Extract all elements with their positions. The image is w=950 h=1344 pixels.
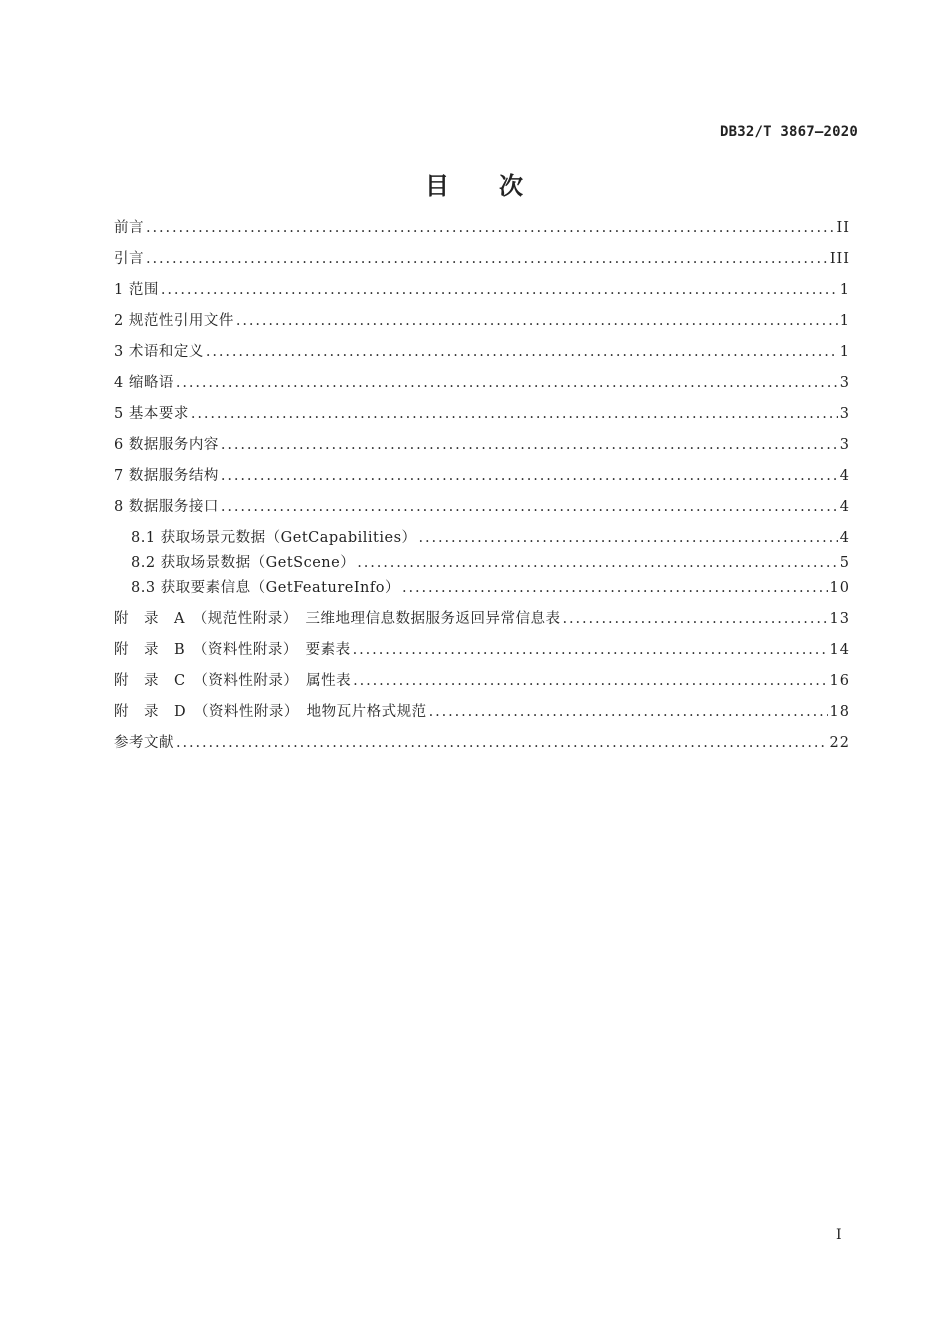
toc-entry-page: 1 [839,313,850,329]
toc-entry-label: 8.2 获取场景数据（GetScene） [131,555,356,571]
toc-entry-page: 4 [839,468,850,484]
toc-entry-label: 附 录 C （资料性附录） 属性表 [114,673,352,689]
toc-entry-page: 16 [829,673,850,689]
toc-entry[interactable] [114,218,850,238]
toc-entry-page: 4 [839,530,850,546]
toc-entry-label: 5 基本要求 [114,406,189,422]
page-number: I [836,1227,842,1243]
toc-entry-page: 22 [829,735,850,751]
toc-leader-dots [353,640,828,660]
toc-leader-dots [429,702,828,722]
toc-entry-page: III [829,251,850,267]
table-of-contents [114,0,850,800]
toc-entry[interactable] [114,342,850,362]
toc-leader-dots [562,609,827,629]
toc-entry-page: 3 [839,375,850,391]
toc-leader-dots [236,311,838,331]
toc-entry-page: 13 [829,611,850,627]
toc-leader-dots [221,435,838,455]
toc-entry[interactable] [114,609,850,629]
toc-entry-label: 7 数据服务结构 [114,468,219,484]
toc-entry-label: 2 规范性引用文件 [114,313,234,329]
toc-entry-page: II [836,220,850,236]
toc-entry-label: 8.3 获取要素信息（GetFeatureInfo） [131,580,400,596]
toc-entry-page: 10 [829,580,850,596]
toc-entry-page: 3 [839,437,850,453]
toc-leader-dots [221,466,838,486]
toc-entry-label: 附 录 A （规范性附录） 三维地理信息数据服务返回异常信息表 [114,611,561,627]
toc-entry[interactable] [114,404,850,424]
toc-entry-label: 附 录 D （资料性附录） 地物瓦片格式规范 [114,704,427,720]
toc-entry-label: 4 缩略语 [114,375,174,391]
toc-leader-dots [176,733,828,753]
toc-leader-dots [146,249,828,269]
toc-entry[interactable] [114,466,850,486]
toc-entry-page: 1 [839,344,850,360]
toc-entry-label: 附 录 B （资料性附录） 要素表 [114,642,351,658]
toc-entry-page: 3 [839,406,850,422]
toc-entry-label: 8 数据服务接口 [114,499,219,515]
toc-title-right: 次 [499,172,525,200]
toc-entry-page: 18 [829,704,850,720]
toc-entry-label: 参考文献 [114,735,174,751]
toc-entry-label: 1 范围 [114,282,159,298]
toc-entry[interactable] [114,435,850,455]
toc-entry[interactable] [114,497,850,517]
toc-leader-dots [353,671,827,691]
toc-entry-page: 14 [829,642,850,658]
toc-entry-label: 3 术语和定义 [114,344,204,360]
toc-entry-page: 5 [839,555,850,571]
toc-entry[interactable] [114,702,850,722]
toc-leader-dots [402,578,828,598]
toc-entry-label: 引言 [114,251,144,267]
toc-leader-dots [419,528,838,548]
toc-leader-dots [357,553,838,573]
toc-title-left: 目 [425,172,451,200]
toc-entry[interactable] [131,528,850,548]
toc-entry-label: 前言 [114,220,144,236]
toc-entry[interactable] [114,373,850,393]
toc-entry[interactable] [131,553,850,573]
toc-entry-page: 4 [839,499,850,515]
toc-leader-dots [146,218,835,238]
toc-entry[interactable] [114,671,850,691]
document-code: DB32/T 3867—2020 [719,124,858,140]
toc-entry[interactable] [114,640,850,660]
toc-entry[interactable] [114,311,850,331]
toc-leader-dots [221,497,838,517]
toc-entry-page: 1 [839,282,850,298]
toc-entry[interactable] [131,578,850,598]
toc-entry-label: 8.1 获取场景元数据（GetCapabilities） [131,530,417,546]
toc-entry-label: 6 数据服务内容 [114,437,219,453]
toc-entry[interactable] [114,280,850,300]
toc-leader-dots [206,342,838,362]
toc-leader-dots [176,373,838,393]
toc-leader-dots [191,404,838,424]
toc-leader-dots [161,280,838,300]
toc-entry[interactable] [114,733,850,753]
toc-entry[interactable] [114,249,850,269]
